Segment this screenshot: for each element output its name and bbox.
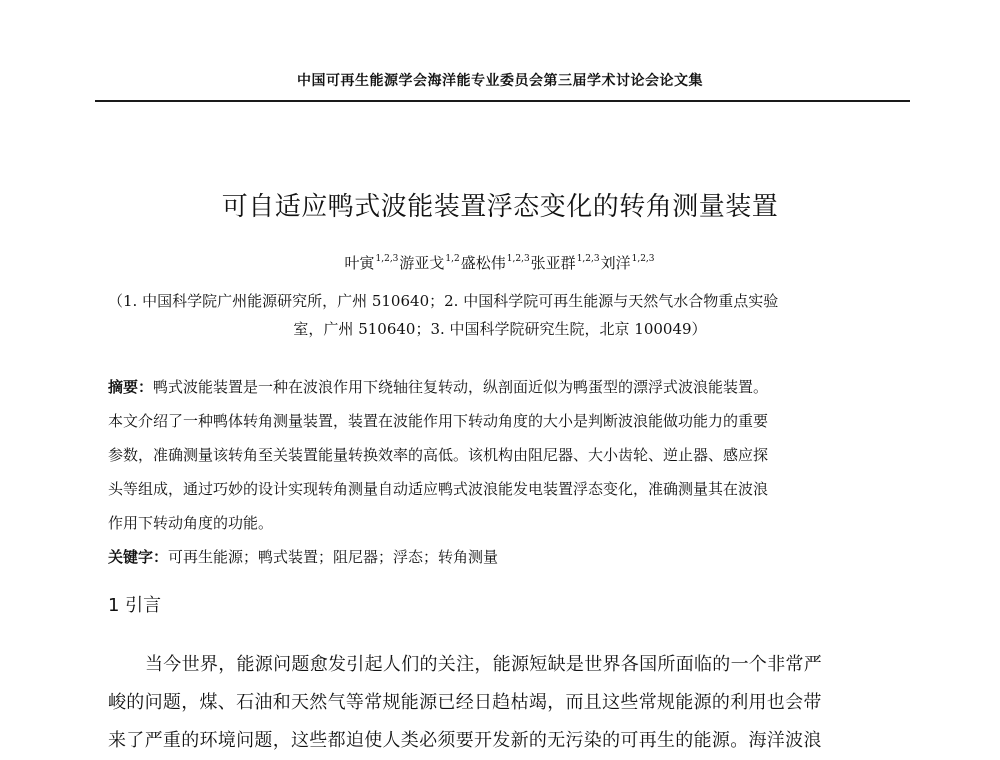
paper-title: 可自适应鸭式波能装置浮态变化的转角测量装置 (221, 192, 779, 222)
abstract-line (108, 376, 908, 398)
running-header: 中国可再生能源学会海洋能专业委员会第三届学术讨论会论文集 (297, 73, 703, 89)
abstract-line: 作用下转动角度的功能。 (108, 514, 274, 532)
author-affiliation-mark: 1,2,3 (506, 254, 530, 264)
keywords-text: 可再生能源；鸭式装置；阻尼器；浮态；转角测量 (168, 548, 499, 566)
author (601, 254, 656, 272)
author-affiliation-mark: 1,2 (445, 254, 460, 264)
body-text-line: 峻的问题，煤、石油和天然气等常规能源已经日趋枯竭，而且这些常规能源的利用也会带 (108, 692, 822, 713)
author-affiliation-mark: 1,2,3 (576, 254, 600, 264)
author-name: 刘洋 (600, 254, 631, 272)
section-heading: 1 引言 (108, 595, 162, 616)
author-name: 游亚戈 (399, 254, 445, 272)
author-name: 叶寅 (344, 254, 375, 272)
author-list (0, 252, 1000, 273)
abstract-label: 摘要： (108, 378, 154, 396)
abstract-line: 本文介绍了一种鸭体转角测量装置，装置在波能作用下转动角度的大小是判断波浪能做功能力的重要 (108, 412, 769, 430)
affiliation-line: 室，广州 510640；3. 中国科学院研究生院，北京 100049） (293, 320, 707, 338)
body-text-line: 来了严重的环境问题，这些都迫使人类必须要开发新的无污染的可再生的能源。海洋波浪 (108, 730, 822, 751)
keywords (108, 546, 498, 568)
header-divider (95, 100, 910, 102)
author (531, 254, 601, 272)
abstract-line: 头等组成，通过巧妙的设计实现转角测量自动适应鸭式波浪能发电装置浮态变化，准确测量其在波浪 (108, 480, 769, 498)
abstract-line: 参数，准确测量该转角至关装置能量转换效率的高低。该机构由阻尼器、大小齿轮、逆止器、感应探 (108, 446, 769, 464)
author (399, 254, 460, 272)
author (344, 254, 399, 272)
author-name: 张亚群 (530, 254, 576, 272)
author-affiliation-mark: 1,2,3 (375, 254, 399, 264)
keywords-label: 关键字： (108, 548, 169, 566)
body-text-line: 当今世界，能源问题愈发引起人们的关注，能源短缺是世界各国所面临的一个非常严 (145, 654, 823, 675)
abstract-text: 鸭式波能装置是一种在波浪作用下绕轴往复转动，纵剖面近似为鸭蛋型的漂浮式波浪能装置。 (153, 378, 769, 396)
author-name: 盛松伟 (460, 254, 506, 272)
author-affiliation-mark: 1,2,3 (631, 254, 655, 264)
affiliation-line: （1. 中国科学院广州能源研究所，广州 510640；2. 中国科学院可再生能源与天然气水合物重点实验 (108, 292, 779, 310)
author (461, 254, 531, 272)
